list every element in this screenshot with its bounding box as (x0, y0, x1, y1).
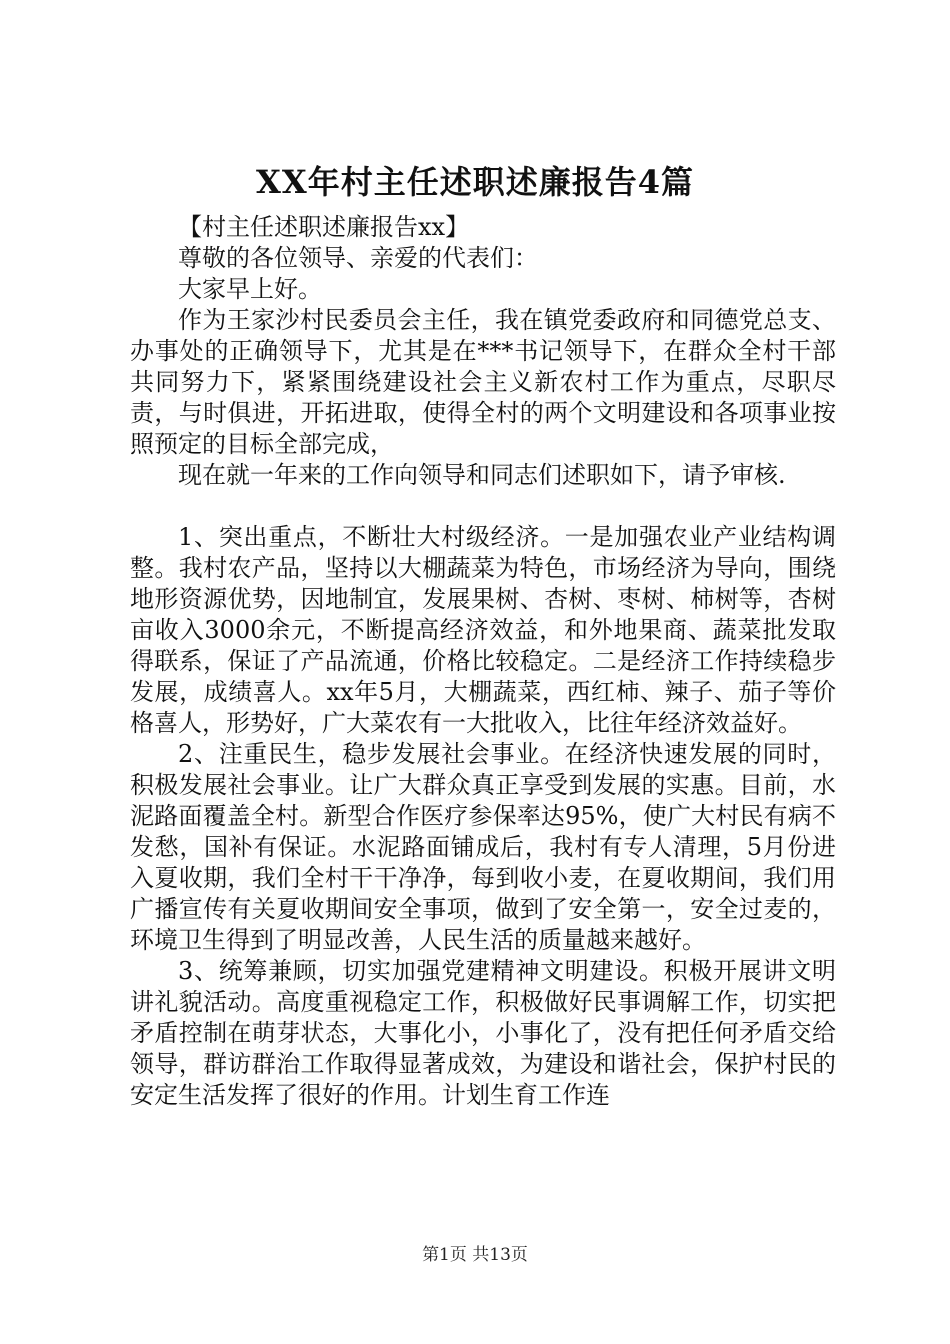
document-title: XX年村主任述职述廉报告4篇 (256, 163, 694, 201)
greeting: 大家早上好。 (178, 275, 322, 303)
section-heading: 【村主任述职述廉报告xx】 (178, 213, 470, 241)
salutation: 尊敬的各位领导、亲爱的代表们： (178, 244, 538, 272)
document-body (130, 212, 836, 1111)
intro-paragraph: 作为王家沙村民委员会主任，我在镇党委政府和同德党总支、办事处的正确领导下，尤其是在***书记领导下，在群众全村干部共同努力下，紧紧围绕建设社会主义新农村工作为重点，尽职尽责，与时俱进，开拓进取，使得全村的两个文明建设和各项事业按照预定的目标全部完成， (130, 306, 836, 458)
body-paragraph-1: 1、突出重点，不断壮大村级经济。一是加强农业产业结构调整。我村农产品，坚持以大棚蔬菜为特色，市场经济为导向，围绕地形资源优势，因地制宜，发展果树、杏树、枣树、柿树等，杏树亩收入3000余元，不断提高经济效益，和外地果商、蔬菜批发取得联系，保证了产品流通，价格比较稳定。二是经济工作持续稳步发展，成绩喜人。xx年5月，大棚蔬菜，西红柿、辣子、茄子等价格喜人，形势好，广大菜农有一大批收入，比往年经济效益好。 (130, 523, 836, 737)
body-paragraph-3: 3、统筹兼顾，切实加强党建精神文明建设。积极开展讲文明讲礼貌活动。高度重视稳定工作，积极做好民事调解工作，切实把矛盾控制在萌芽状态，大事化小，小事化了，没有把任何矛盾交给领导，群访群治工作取得显著成效，为建设和谐社会，保护村民的安定生活发挥了很好的作用。计划生育工作连 (130, 957, 836, 1109)
blank-line (130, 491, 836, 522)
report-statement: 现在就一年来的工作向领导和同志们述职如下，请予审核. (178, 461, 786, 489)
body-paragraph-2: 2、注重民生，稳步发展社会事业。在经济快速发展的同时，积极发展社会事业。让广大群众真正享受到发展的实惠。目前，水泥路面覆盖全村。新型合作医疗参保率达95%，使广大村民有病不发愁，国补有保证。水泥路面铺成后，我村有专人清理，5月份进入夏收期，我们全村干干净净，每到收小麦，在夏收期间，我们用广播宣传有关夏收期间安全事项，做到了安全第一，安全过麦的，环境卫生得到了明显改善，人民生活的质量越来越好。 (130, 740, 836, 954)
page-footer: 第1页 共13页 (422, 1245, 528, 1265)
